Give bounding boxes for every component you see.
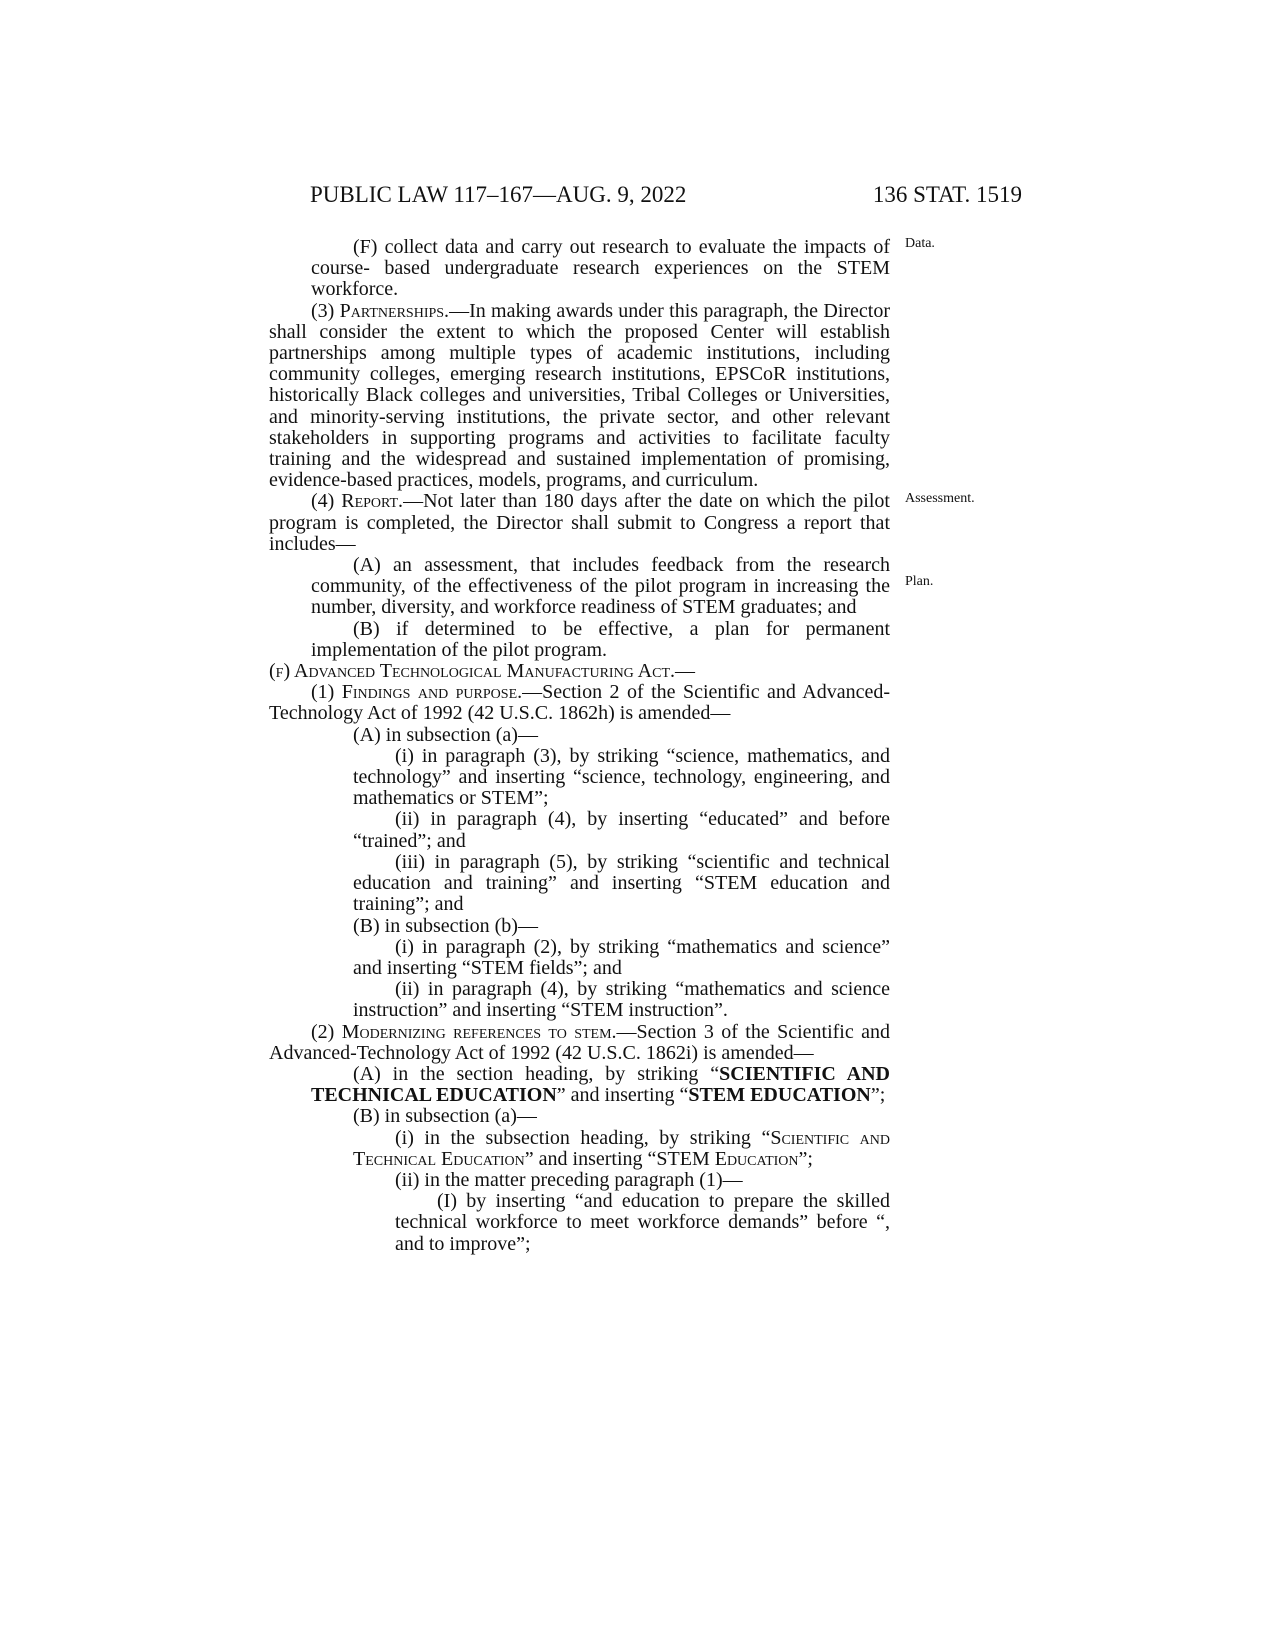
heading-report: (4) Report.	[311, 490, 404, 513]
paragraph-F: (F) collect data and carry out research to evaluate the impacts of course- based undergraduate research experiences on the STEM workforce.	[311, 236, 890, 301]
text-modernizing: —Section 3 of the Scientific and Advanced-Technology Act of 1992 (42 U.S.C. 1862i) is amended—	[269, 1020, 890, 1064]
paragraph-A-assessment: (A) an assessment, that includes feedback from the research community, of the effectiveness of the pilot program in increasing the number, diversity, and workforce readiness of STEM graduates; and	[311, 554, 890, 619]
text-part: ”;	[798, 1147, 813, 1170]
text-part: ” and inserting “	[556, 1084, 689, 1107]
text-report: —Not later than 180 days after the date on which the pilot program is completed, the Director shall submit to Congress a report that includes—	[269, 490, 890, 555]
margin-note-data: Data.	[905, 236, 935, 251]
bold-inserted-heading: STEM EDUCATION	[688, 1084, 871, 1107]
paragraph-ii-para4: (ii) in paragraph (4), by inserting “educated” and before “trained”; and	[353, 808, 890, 852]
paragraph-iii-para5: (iii) in paragraph (5), by striking “scientific and technical education and training” and inserting “STEM education and training”; and	[353, 850, 890, 916]
paragraph-B-subsection-a: (B) in subsection (a)—	[353, 1105, 537, 1128]
paragraph-ii-matter-preceding: (ii) in the matter preceding paragraph (1)—	[395, 1168, 743, 1191]
paragraph-ii-para4-b: (ii) in paragraph (4), by striking “mathematics and science instruction” and inserting “STEM instruction”.	[353, 978, 890, 1022]
text-partnerships: —In making awards under this paragraph, the Director shall consider the extent to which the proposed Center will establish partnerships among multiple types of academic institutions, including community colleges, emerging research institutions, EPSCoR institutions, historically Black colleges and universities, Tribal Colleges or Universities, and minority-serving institutions, the private sector, and other relevant stakeholders in supporting programs and activities to facilitate faculty training and the widespread and sustained implementation of promising, evidence-based practices, models, programs, and curriculum.	[269, 299, 891, 492]
paragraph-report	[269, 491, 890, 555]
text-part: (A) in the section heading, by striking “	[353, 1062, 720, 1085]
text-atm-act: —	[675, 660, 696, 683]
paragraph-B-subsection-b: (B) in subsection (b)—	[353, 914, 538, 937]
paragraph-i-subsection-heading	[269, 1128, 890, 1170]
heading-modernizing: (2) Modernizing references to stem.	[311, 1020, 617, 1043]
paragraph-i-para3: (i) in paragraph (3), by striking “science, mathematics, and technology” and inserting “science, technology, engineering, and mathematics or STEM”;	[353, 744, 890, 810]
smallcaps-struck: Scientific and Technical Education	[353, 1126, 890, 1170]
text-findings: —Section 2 of the Scientific and Advanced-Technology Act of 1992 (42 U.S.C. 1862h) is amended—	[269, 681, 891, 725]
heading-atm-act: (f) Advanced Technological Manufacturing Act.	[269, 660, 676, 683]
margin-note-plan: Plan.	[905, 574, 934, 589]
paragraph-I-inserting: (I) by inserting “and education to prepare the skilled technical workforce to meet workforce demands” before “, and to improve”;	[395, 1190, 890, 1255]
paragraph-partnerships	[269, 301, 890, 492]
paragraph-findings	[269, 682, 890, 724]
text-part: ” and inserting “	[524, 1147, 657, 1170]
heading-findings: (1) Findings and purpose.	[311, 681, 523, 704]
paragraph-modernizing	[269, 1022, 890, 1064]
page-header	[310, 182, 1022, 218]
paragraph-i-para2: (i) in paragraph (2), by striking “mathematics and science” and inserting “STEM fields”; and	[353, 935, 890, 979]
margin-note-assessment: Assessment.	[905, 491, 975, 506]
smallcaps-inserted: STEM Education	[656, 1147, 799, 1170]
stat-page-number: 136 STAT. 1519	[872, 182, 1022, 207]
paragraph-A-section-heading	[269, 1064, 890, 1106]
paragraph-f-heading	[269, 661, 890, 682]
heading-partnerships: (3) Partnerships.	[311, 299, 450, 322]
document-body	[269, 237, 890, 1255]
paragraph-B-plan: (B) if determined to be effective, a plan for permanent implementation of the pilot program.	[311, 617, 890, 661]
running-title: PUBLIC LAW 117–167—AUG. 9, 2022	[310, 182, 687, 207]
text-part: ”;	[870, 1084, 886, 1107]
text-part: (i) in the subsection heading, by striking “	[395, 1126, 771, 1149]
paragraph-A-subsection-a: (A) in subsection (a)—	[353, 723, 538, 746]
bold-struck-heading: SCIENTIFIC AND TECHNICAL EDUCATION	[311, 1062, 890, 1107]
